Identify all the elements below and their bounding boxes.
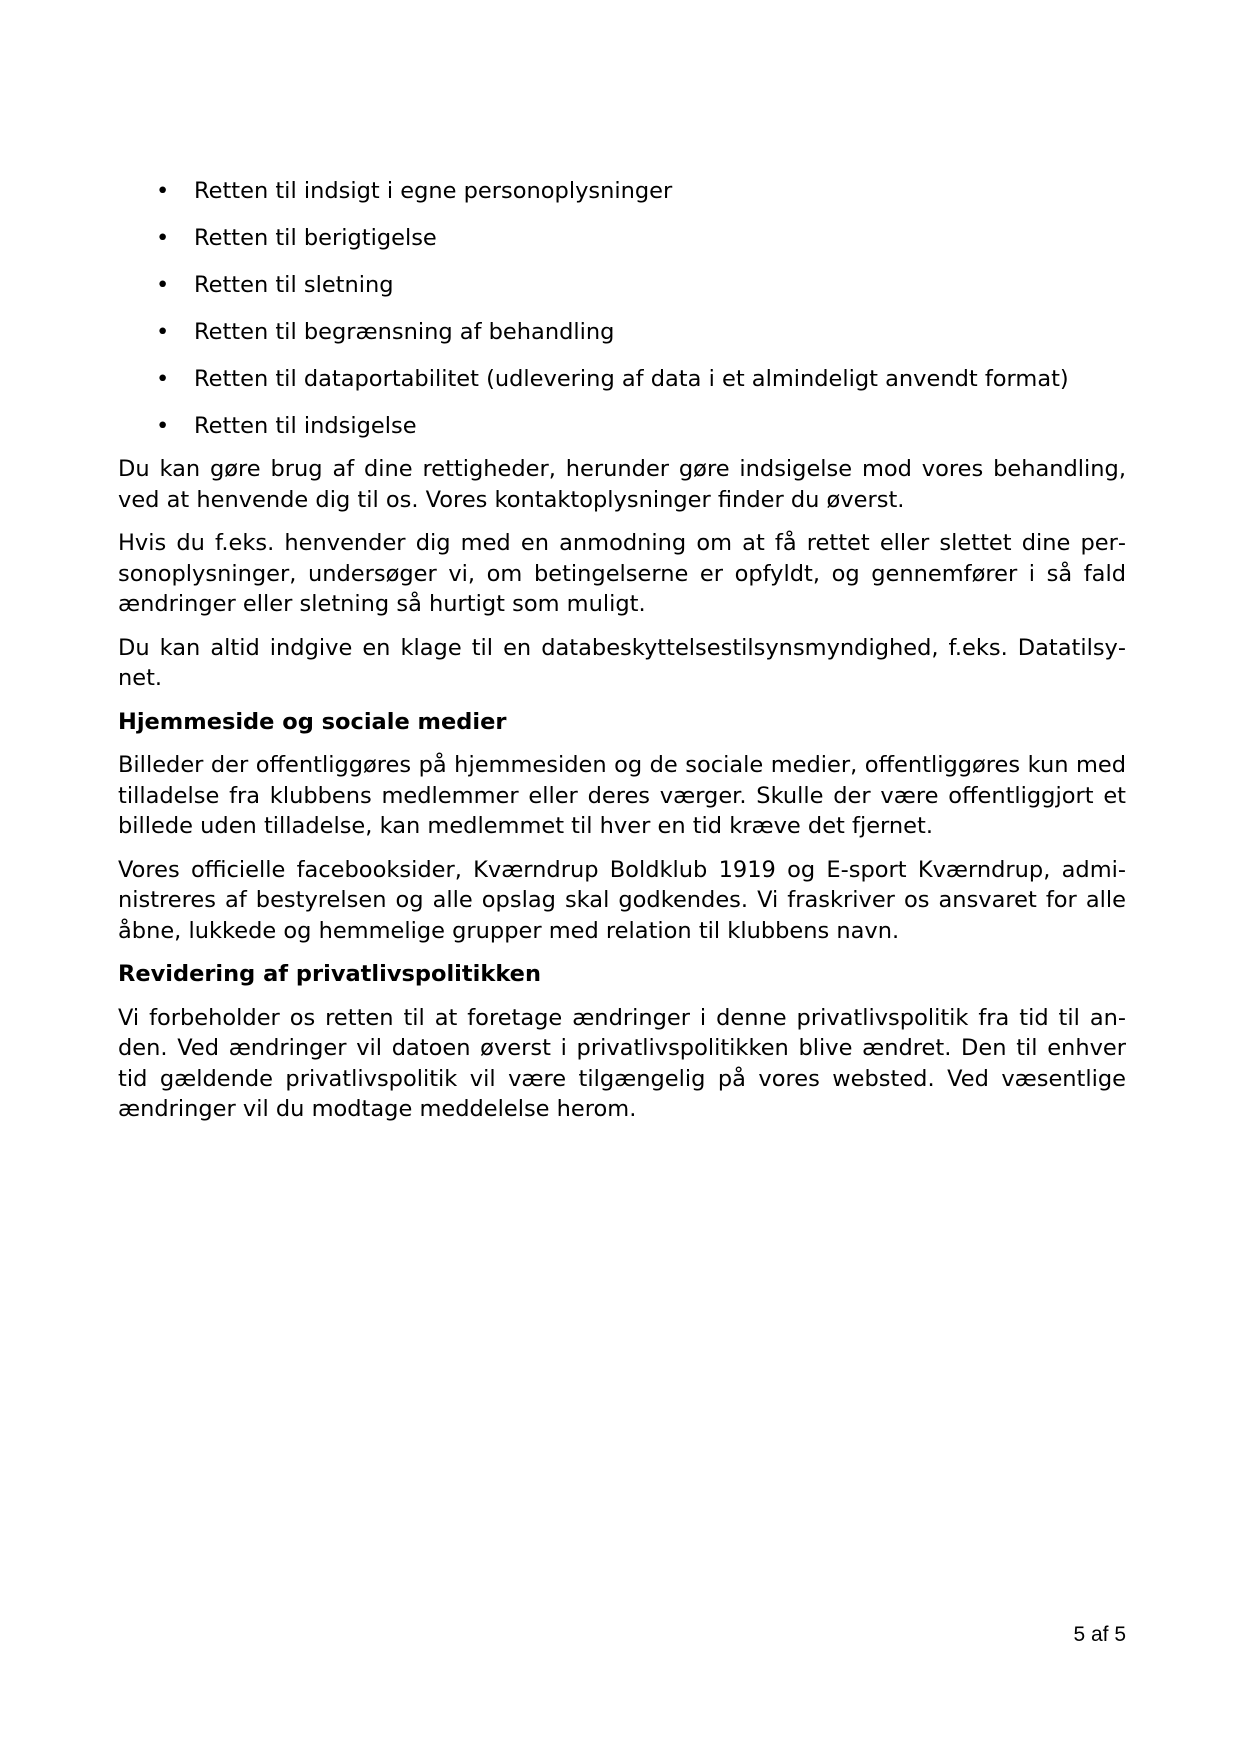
list-item-text: Retten til begrænsning af behandling bbox=[194, 319, 615, 345]
list-item-text: Retten til indsigelse bbox=[194, 413, 417, 439]
paragraph-social-1: Billeder der offentliggøres på hjemmesiden og de sociale medier, offentliggøres kun med tilladelse fra klubbens medlemmer eller deres værger. Skulle der være offentliggjort et billede uden tilladelse, kan medlemmet til hver en tid kræve det fjernet. bbox=[118, 752, 1126, 839]
paragraph-complaint: Du kan altid indgive en klage til en databeskyttelsestilsynsmyndighed, f.eks. Datatilsynet. bbox=[118, 634, 1126, 691]
heading-social-media: Hjemmeside og sociale medier bbox=[118, 708, 507, 735]
paragraph-use-rights: Du kan gøre brug af dine rettigheder, herunder gøre indsigelse mod vores behandling, ved at henvende dig til os. Vores kontaktoplysninger finder du øverst. bbox=[118, 456, 1126, 513]
list-item bbox=[118, 364, 1126, 411]
rights-list bbox=[118, 176, 1126, 458]
list-item bbox=[118, 317, 1126, 364]
list-item-text: Retten til sletning bbox=[194, 272, 394, 298]
bullet-icon: • bbox=[156, 225, 170, 251]
paragraph-example-request: Hvis du f.eks. henvender dig med en anmodning om at få rettet eller slettet dine personoplysninger, undersøger vi, om betingelserne er opfyldt, og gennemfører i så fald ændringer eller sletning så hurtigt som muligt. bbox=[118, 530, 1126, 617]
bullet-icon: • bbox=[156, 366, 170, 392]
bullet-icon: • bbox=[156, 178, 170, 204]
bullet-icon: • bbox=[156, 272, 170, 298]
bullet-icon: • bbox=[156, 413, 170, 439]
list-item bbox=[118, 411, 1126, 458]
list-item-text: Retten til indsigt i egne personoplysninger bbox=[194, 178, 673, 204]
paragraph-revision: Vi forbeholder os retten til at foretage ændringer i denne privatlivspolitik fra tid til anden. Ved ændringer vil datoen øverst i privatlivspolitikken blive ændret. Den til enhver tid gældende privatlivspolitik vil være tilgængelig på vores websted. Ved væsentlige ændringer vil du modtage meddelelse herom. bbox=[118, 1004, 1126, 1122]
heading-revision: Revidering af privatlivspolitikken bbox=[118, 961, 541, 987]
page-content bbox=[118, 176, 1126, 1138]
list-item bbox=[118, 270, 1126, 317]
bullet-icon: • bbox=[156, 319, 170, 345]
list-item bbox=[118, 223, 1126, 270]
list-item bbox=[118, 176, 1126, 223]
paragraph-social-2: Vores officielle facebooksider, Kværndrup Boldklub 1919 og E-sport Kværndrup, administreres af bestyrelsen og alle opslag skal godkendes. Vi fraskriver os ansvaret for alle åbne, lukkede og hemmelige grupper med relation til klubbens navn. bbox=[118, 856, 1126, 944]
list-item-text: Retten til dataportabilitet (udlevering af data i et almindeligt anvendt format) bbox=[194, 366, 1069, 392]
page-number: 5 af 5 bbox=[1073, 1623, 1126, 1646]
list-item-text: Retten til berigtigelse bbox=[194, 225, 437, 251]
